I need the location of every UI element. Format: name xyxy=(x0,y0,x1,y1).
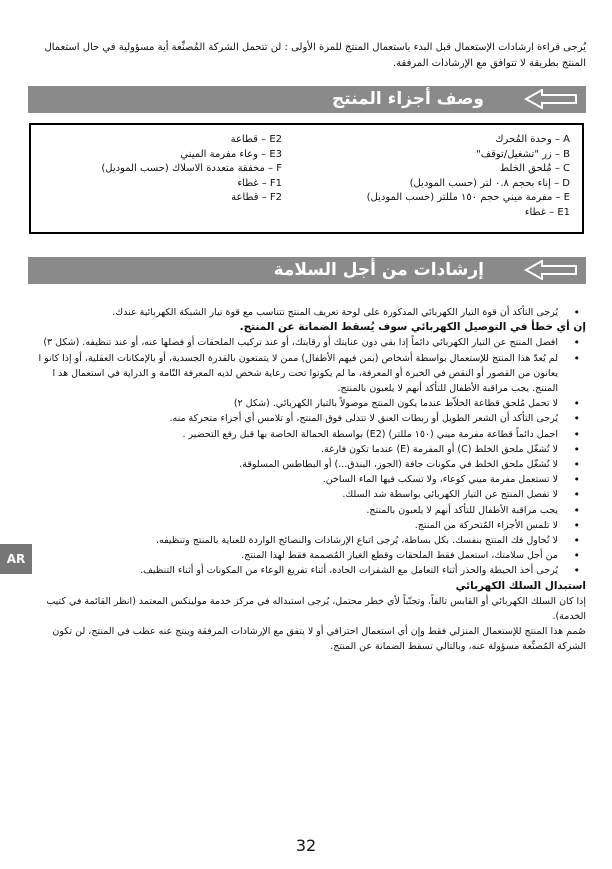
part-item: A – وحدة المُحرك xyxy=(495,134,570,145)
safety-instructions xyxy=(26,305,586,655)
safety-bullet: • يُرجى أخذ الحيطة والحذر أثناء التعامل مع الشفرات الحادة، أثناء تفريغ الوعاء من المكونات أو أثناء التنظيف. xyxy=(26,563,586,578)
parts-list-box xyxy=(29,123,584,234)
safety-paragraph: صُمم هذا المنتج للإستعمال المنزلي فقط وإن أي استعمال احترافي أو لا يتفق مع الإرشادات المرفقة وينتج عنه عطب في المنتج، لن تكون الشركة المُصنِّعة مسؤولة عنه، وبالتالي تسقط الضمانة عن المنتج. xyxy=(52,626,586,653)
safety-bullet: • لا تُشغّل ملحق الخلط في مكونات جافة (الجوز، البندق...) أو البطاطس المسلوقة. xyxy=(26,457,586,472)
parts-list-left xyxy=(101,133,282,206)
arrow-icon xyxy=(524,89,578,109)
parts-list-right xyxy=(367,133,570,220)
safety-bullet: • يُرجى التأكد أن قوة التيار الكهربائي المذكورة على لوحة تعريف المنتج تتناسب مع قوة تيار الشبكة الكهربائية عندك. xyxy=(26,305,586,320)
safety-bullet: • افصل المنتج عن التيار الكهربائي دائماً إذا بقي دون عنايتك أو رقابتك، أو عند تركيب الملحقات أو فصلها عنه، أو عند تنظيفه. (شكل ٣) xyxy=(26,335,586,350)
safety-bullet: • من أجل سلامتك، استعمل فقط الملحقات وقطع الغيار المُصممة فقط لهذا المنتج. xyxy=(26,548,586,563)
safety-bullet: • لم يُعدّ هذا المنتج للإستعمال بواسطة أشخاص (بمن فيهم الأطفال) ممن لا يتمتعون بالقدرة الجسدية، أو بالإمكانات العقلية، أو إذا كانو ا يعانون من القصور أو النقص في الخبرة أو المعرفة، ما لم يكونوا تحت رعاية شخص لديه المعرفة التّامة و الدراية في استعمال هذ ا المنتج. يجب مراقبة الأطفال للتأكد أنهم لا يلعبون بالمنتج. xyxy=(26,351,586,397)
section-header-safety xyxy=(28,257,586,284)
part-item: E3 – وعاء مفرمة الميني xyxy=(180,148,282,160)
page-number: 32 xyxy=(295,836,317,855)
part-item: F – مخفقة متعددة الاسلاك (حسب الموديل) xyxy=(101,163,282,174)
safety-bullet: • لا تُحاول فك المنتج بنفسك. بكل بساطة، يُرجى اتباع الإرشادات والنصائح الواردة للعناية بالمنتج وتنظيفه. xyxy=(26,533,586,548)
safety-bullet: • لا تستعمل مفرمة ميني كوعاء، ولا تسكب فيها الماء الساخن. xyxy=(26,472,586,487)
part-item: F1 – غطاء xyxy=(237,177,282,189)
safety-bullet: • لا تحمل مُلحق قطاعة الخلاّط عندما يكون المنتج موصولاً بالتيار الكهربائي. (شكل ٢) xyxy=(26,396,586,411)
part-item: E – مفرمة ميني حجم ١٥٠ مللتر (حسب الموديل) xyxy=(366,192,570,203)
section-title-safety: إرشادات من أجل السلامة xyxy=(273,260,484,280)
part-item: B – زر "تشغيل/توقف" xyxy=(476,148,570,160)
part-item: F2 – قطاعة xyxy=(231,192,282,203)
safety-bullet: • لا تلمس الأجزاء المُتحركة من المنتج. xyxy=(26,518,586,533)
safety-bullet: • احمل دائماً قطاعة مفرمة ميني (١٥٠ مللتر) (E2) بواسطة الحمالة الخاصة بها قبل رفع التحضير . xyxy=(26,427,586,442)
section-title-parts: وصف أجزاء المنتج xyxy=(332,89,484,109)
safety-bullet: • لا تُشغّل ملحق الخلط (C) أو المفرمة (E) عندما تكون فارغة. xyxy=(26,442,586,457)
safety-paragraph: إذا كان السلك الكهربائي أو القابس تالفاً، وتجنّباً لأي خطر محتمل، يُرجى استبداله في مركز خدمة مولينكس المعتمد (انظر القائمة في كتيب الخدمة). xyxy=(46,595,586,623)
safety-bullet: • يُرجى التأكد أن الشعر الطويل أو ربطات العنق لا تتدلى فوق المنتج، أو تلامس أي أجزاء متحركة منه. xyxy=(26,411,586,426)
part-item: E2 – قطاعة xyxy=(230,134,282,145)
arrow-icon xyxy=(524,260,578,280)
safety-bullet: • يجب مراقبة الأطفال للتأكد أنهم لا يلعبون بالمنتج. xyxy=(26,503,586,518)
section-header-parts xyxy=(28,86,586,113)
part-item: C – مُلحق الخلط xyxy=(499,163,570,174)
safety-heading: إن أي خطأ في التوصيل الكهربائي سوف يُسقط الضمانة عن المنتج. xyxy=(239,321,586,334)
intro-paragraph: يُرجى قراءة ارشادات الإستعمال قبل البدء باستعمال المنتج للمرة الأولى : لن تتحمل الشركة المُصنِّعة أية مسؤولية في حال استعمال المنتج بطريقة لا تتوافق مع الإرشادات المرفقة. xyxy=(44,42,586,69)
safety-heading: استبدال السلك الكهربائي xyxy=(455,579,586,592)
part-item: E1 – غطاء xyxy=(524,206,570,218)
language-tab: AR xyxy=(0,544,32,574)
part-item: D – إناء بحجم ٠.٨ لتر (حسب الموديل) xyxy=(409,177,570,189)
safety-bullet: • لا تفصل المنتج عن التيار الكهربائي بواسطة شد السلك. xyxy=(26,487,586,502)
